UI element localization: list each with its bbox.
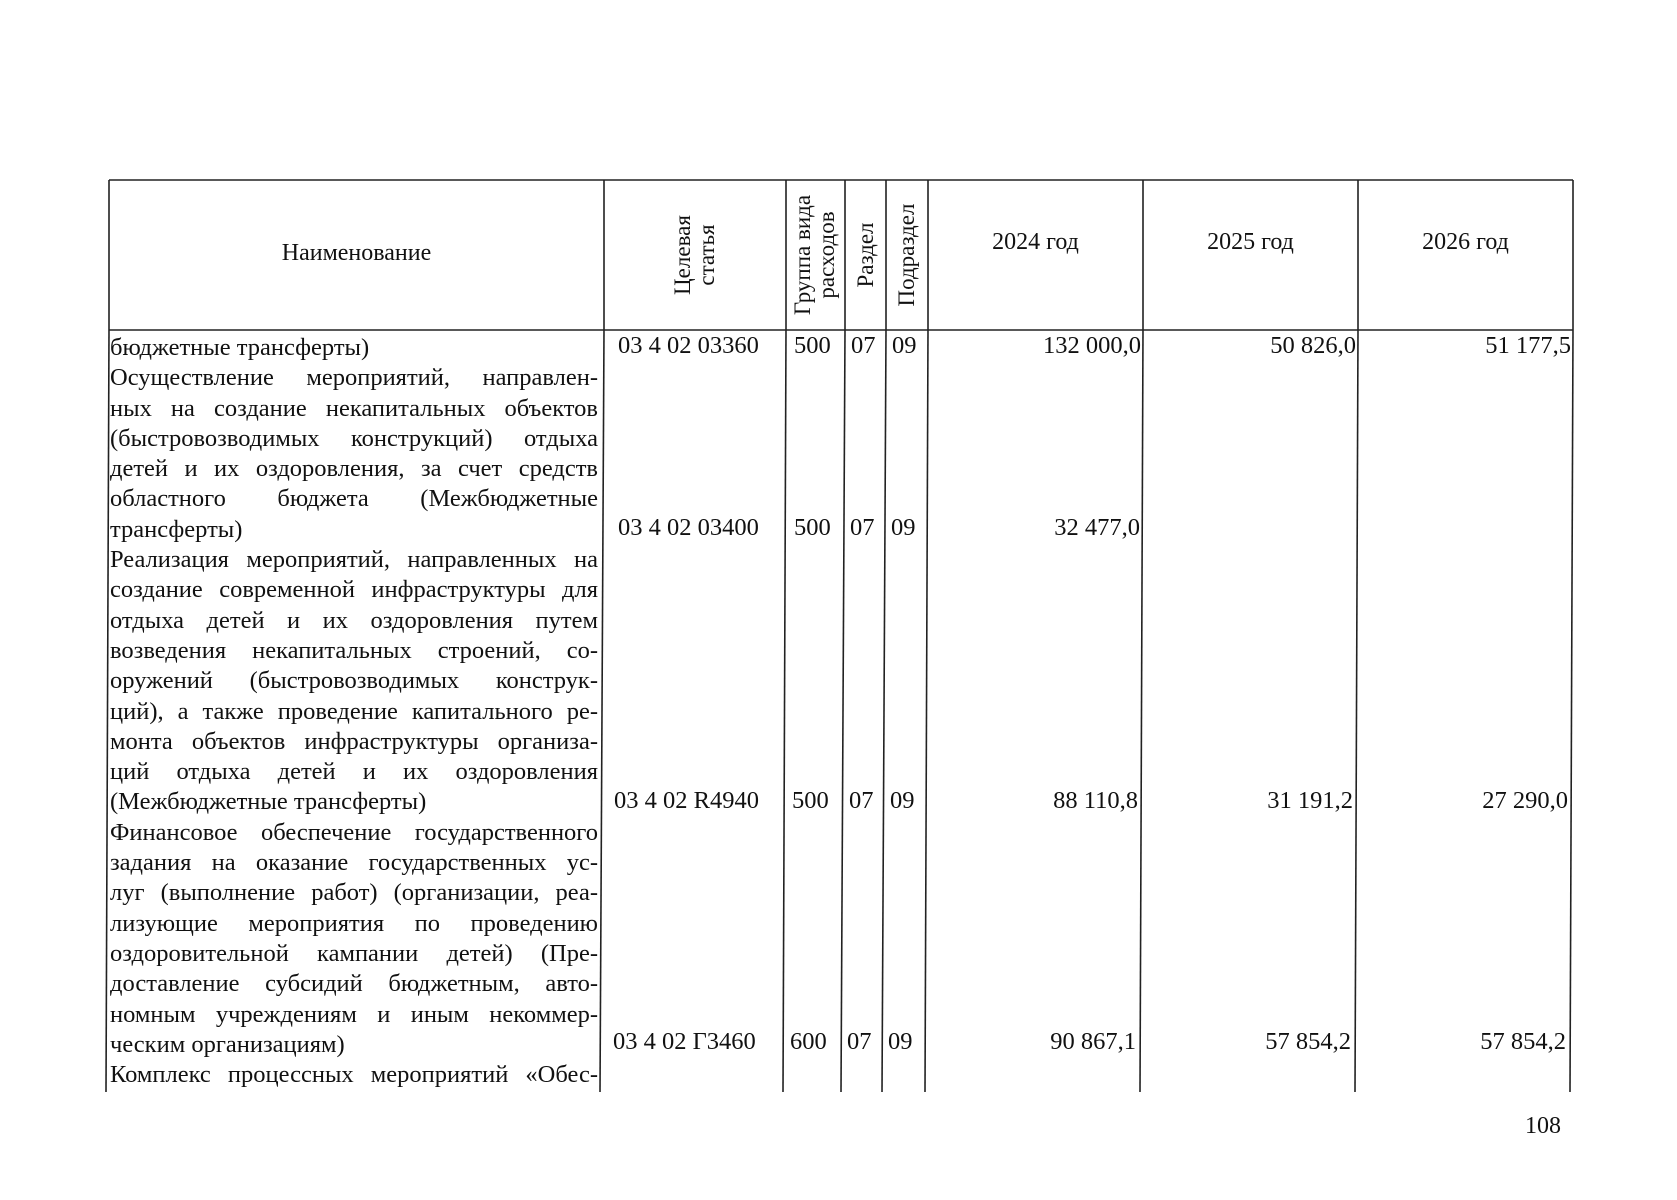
cell-section: 07 <box>847 1028 872 1055</box>
cell-target: 03 4 02 03360 <box>618 332 759 359</box>
name-line: (Межбюджетные трансферты) <box>110 788 427 816</box>
name-line: создание современной инфраструктуры для <box>110 576 598 604</box>
cell-target: 03 4 02 03400 <box>618 514 759 541</box>
cell-group: 600 <box>790 1028 827 1055</box>
cell-target: 03 4 02 Г3460 <box>613 1028 756 1055</box>
name-column-text <box>110 333 598 1090</box>
cell-2026: 51 177,5 <box>1485 332 1571 359</box>
cell-target: 03 4 02 R4940 <box>614 787 759 814</box>
name-line: отдыха детей и их оздоровления путем <box>110 606 598 634</box>
name-line: Комплекс процессных мероприятий «Обес- <box>110 1061 598 1089</box>
cell-2026: 57 854,2 <box>1480 1028 1566 1055</box>
name-line: лизующие мероприятия по проведению <box>110 909 598 937</box>
header-section: Раздел <box>853 222 878 288</box>
name-line: возведения некапитальных строений, со- <box>110 636 598 664</box>
name-line: областного бюджета (Межбюджетные <box>110 485 598 513</box>
name-line: ций отдыха детей и их оздоровления <box>110 758 598 786</box>
name-line: доставление субсидий бюджетным, авто- <box>110 970 598 998</box>
header-2024: 2024 год <box>992 229 1079 255</box>
name-line: детей и их оздоровления, за счет средств <box>110 455 598 483</box>
header-target-article: Целевая статья <box>670 215 719 295</box>
cell-group: 500 <box>792 787 829 814</box>
header-2026: 2026 год <box>1422 229 1509 255</box>
cell-2024: 32 477,0 <box>1054 514 1140 541</box>
name-line: Осуществление мероприятий, направлен- <box>110 364 598 392</box>
header-expense-group: Группа вида расходов <box>790 194 839 316</box>
name-line: ных на создание некапитальных объектов <box>110 394 598 422</box>
cell-group: 500 <box>794 514 831 541</box>
name-line: трансферты) <box>110 515 243 543</box>
name-line: бюджетные трансферты) <box>110 334 370 361</box>
name-line: Реализация мероприятий, направленных на <box>110 546 598 574</box>
cell-2025: 31 191,2 <box>1267 787 1353 814</box>
name-line: ческим организациям) <box>110 1030 345 1058</box>
name-line: луг (выполнение работ) (организации, реа- <box>110 879 598 907</box>
cell-2025: 50 826,0 <box>1270 332 1356 359</box>
cell-2025: 57 854,2 <box>1265 1028 1351 1055</box>
cell-section: 07 <box>851 332 876 359</box>
name-line: монта объектов инфраструктуры организа- <box>110 727 598 755</box>
cell-subsection: 09 <box>891 514 916 541</box>
cell-subsection: 09 <box>890 787 915 814</box>
cell-2024: 88 110,8 <box>1053 787 1138 814</box>
name-line: (быстровозводимых конструкций) отдыха <box>110 424 598 452</box>
header-name: Наименование <box>281 240 432 266</box>
name-line: ций), а также проведение капитального ре- <box>110 697 598 725</box>
cell-2026: 27 290,0 <box>1482 787 1568 814</box>
cell-2024: 90 867,1 <box>1050 1028 1136 1055</box>
name-line: оружений (быстровозводимых конструк- <box>110 667 598 695</box>
name-line: Финансовое обеспечение государственного <box>110 818 598 846</box>
cell-section: 07 <box>849 787 874 814</box>
name-line: номным учреждениям и иным некоммер- <box>110 1000 598 1028</box>
name-line: оздоровительной кампании детей) (Пре- <box>110 939 598 967</box>
cell-subsection: 09 <box>892 332 917 359</box>
cell-section: 07 <box>850 514 875 541</box>
header-subsection: Подраздел <box>894 203 919 307</box>
cell-subsection: 09 <box>888 1028 913 1055</box>
cell-2024: 132 000,0 <box>1043 332 1141 359</box>
cell-group: 500 <box>794 332 831 359</box>
header-2025: 2025 год <box>1207 229 1294 255</box>
name-line: задания на оказание государственных ус- <box>110 849 598 877</box>
page-number: 108 <box>1525 1113 1561 1139</box>
